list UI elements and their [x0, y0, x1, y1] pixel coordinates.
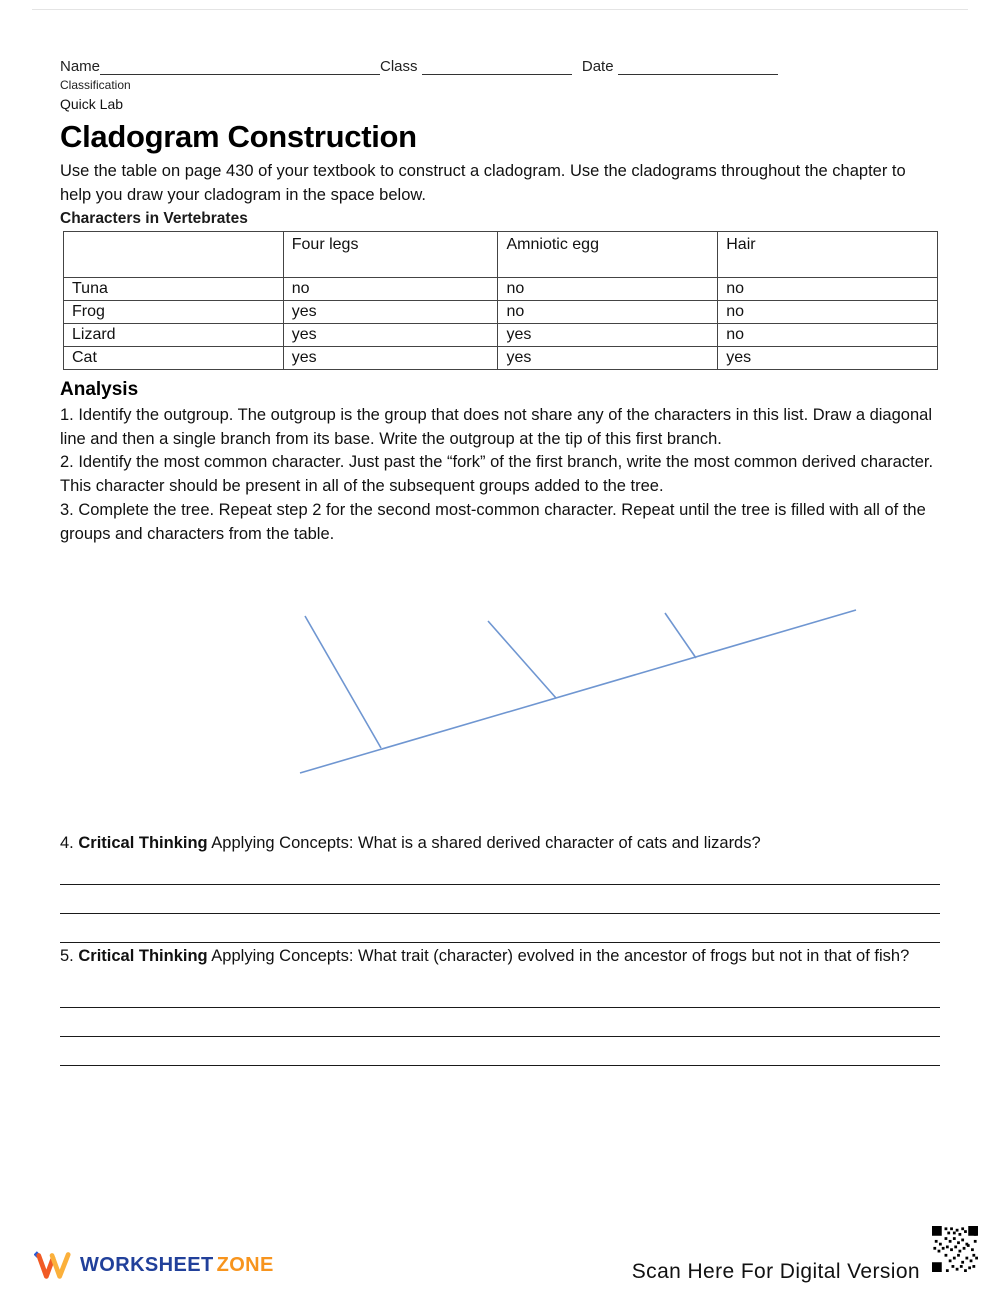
cell-value: no [718, 300, 938, 323]
answer-line [60, 979, 940, 1008]
cell-value: yes [498, 346, 718, 369]
cell-value: no [498, 277, 718, 300]
row-label: Tuna [64, 277, 284, 300]
answer-line [60, 885, 940, 914]
brand-zone: ZONE [216, 1253, 274, 1276]
analysis-heading: Analysis [60, 378, 139, 400]
table-header-organism [64, 231, 284, 277]
question-4 [60, 832, 940, 856]
cladogram-drawing [148, 596, 868, 786]
table-header-row [64, 231, 938, 277]
page-title: Cladogram Construction [60, 119, 417, 154]
question-5-number: 5. [60, 947, 79, 966]
cell-value: yes [718, 346, 938, 369]
worksheetzone-w-icon [34, 1250, 72, 1280]
answer-line [60, 1037, 940, 1066]
class-blank-line [422, 60, 572, 75]
question-5-critical-thinking: Critical Thinking [78, 947, 208, 966]
cell-value: no [283, 277, 498, 300]
cell-value: yes [498, 323, 718, 346]
analysis-step-1: 1. Identify the outgroup. The outgroup is the group that does not share any of the characters in this list. Draw a diagonal line and then a single branch from its base. Write the outgroup at the tip of this first branch. [60, 405, 932, 448]
page-edge [32, 9, 968, 10]
question-4-number: 4. [60, 834, 79, 853]
date-label: Date [577, 58, 618, 75]
cell-value: yes [283, 323, 498, 346]
table-row-frog [64, 300, 938, 323]
question-4-answer-lines [60, 856, 940, 943]
scan-here-text: Scan Here For Digital Version [631, 1260, 920, 1283]
table-row-cat [64, 346, 938, 369]
cell-value: yes [283, 300, 498, 323]
question-5 [60, 945, 940, 969]
answer-line [60, 1008, 940, 1037]
table-header-four-legs: Four legs [283, 231, 498, 277]
analysis-step-3: 3. Complete the tree. Repeat step 2 for the second most-common character. Repeat until the tree is filled with all of the groups and characters from the table. [60, 500, 926, 543]
cladogram-branch-3 [665, 613, 696, 658]
question-4-text: Applying Concepts: What is a shared derived character of cats and lizards? [207, 834, 761, 853]
analysis-step-2: 2. Identify the most common character. Just past the “fork” of the first branch, write the most common derived character. This character should be present in all of the subsequent groups added to the tree. [60, 453, 934, 496]
table-title: Characters in Vertebrates [60, 209, 248, 227]
cladogram-branch-1 [305, 616, 381, 748]
name-class-date-row [60, 58, 805, 75]
footer-right [632, 1226, 978, 1288]
classification-label: Classification [60, 78, 131, 92]
question-5-text: Applying Concepts: What trait (character) evolved in the ancestor of frogs but not in that of fish? [207, 947, 910, 966]
class-label: Class [380, 58, 422, 75]
table-row-lizard [64, 323, 938, 346]
table-header-amniotic-egg: Amniotic egg [498, 231, 718, 277]
row-label: Cat [64, 346, 284, 369]
answer-line [60, 914, 940, 943]
question-4-critical-thinking: Critical Thinking [78, 834, 208, 853]
table-row-tuna [64, 277, 938, 300]
row-label: Frog [64, 300, 284, 323]
characters-table [63, 231, 938, 370]
row-label: Lizard [64, 323, 284, 346]
brand-text [80, 1254, 274, 1277]
qr-code [932, 1226, 978, 1272]
quick-lab-label: Quick Lab [60, 96, 124, 112]
answer-line [60, 856, 940, 885]
worksheetzone-logo [34, 1250, 274, 1280]
cladogram-main-line [300, 610, 856, 773]
intro-paragraph: Use the table on page 430 of your textbook to construct a cladogram. Use the cladograms throughout the chapter to help you draw your cladogram in the space below. [60, 162, 906, 204]
name-blank-line [100, 60, 380, 75]
footer [34, 1226, 978, 1288]
brand-worksheet: WORKSHEET [80, 1253, 214, 1276]
name-label: Name [60, 58, 101, 75]
cell-value: yes [283, 346, 498, 369]
date-blank-line [618, 60, 778, 75]
cell-value: no [718, 323, 938, 346]
table-header-hair: Hair [718, 231, 938, 277]
cell-value: no [498, 300, 718, 323]
question-5-answer-lines [60, 979, 940, 1066]
cell-value: no [718, 277, 938, 300]
cladogram-branch-2 [488, 621, 556, 698]
